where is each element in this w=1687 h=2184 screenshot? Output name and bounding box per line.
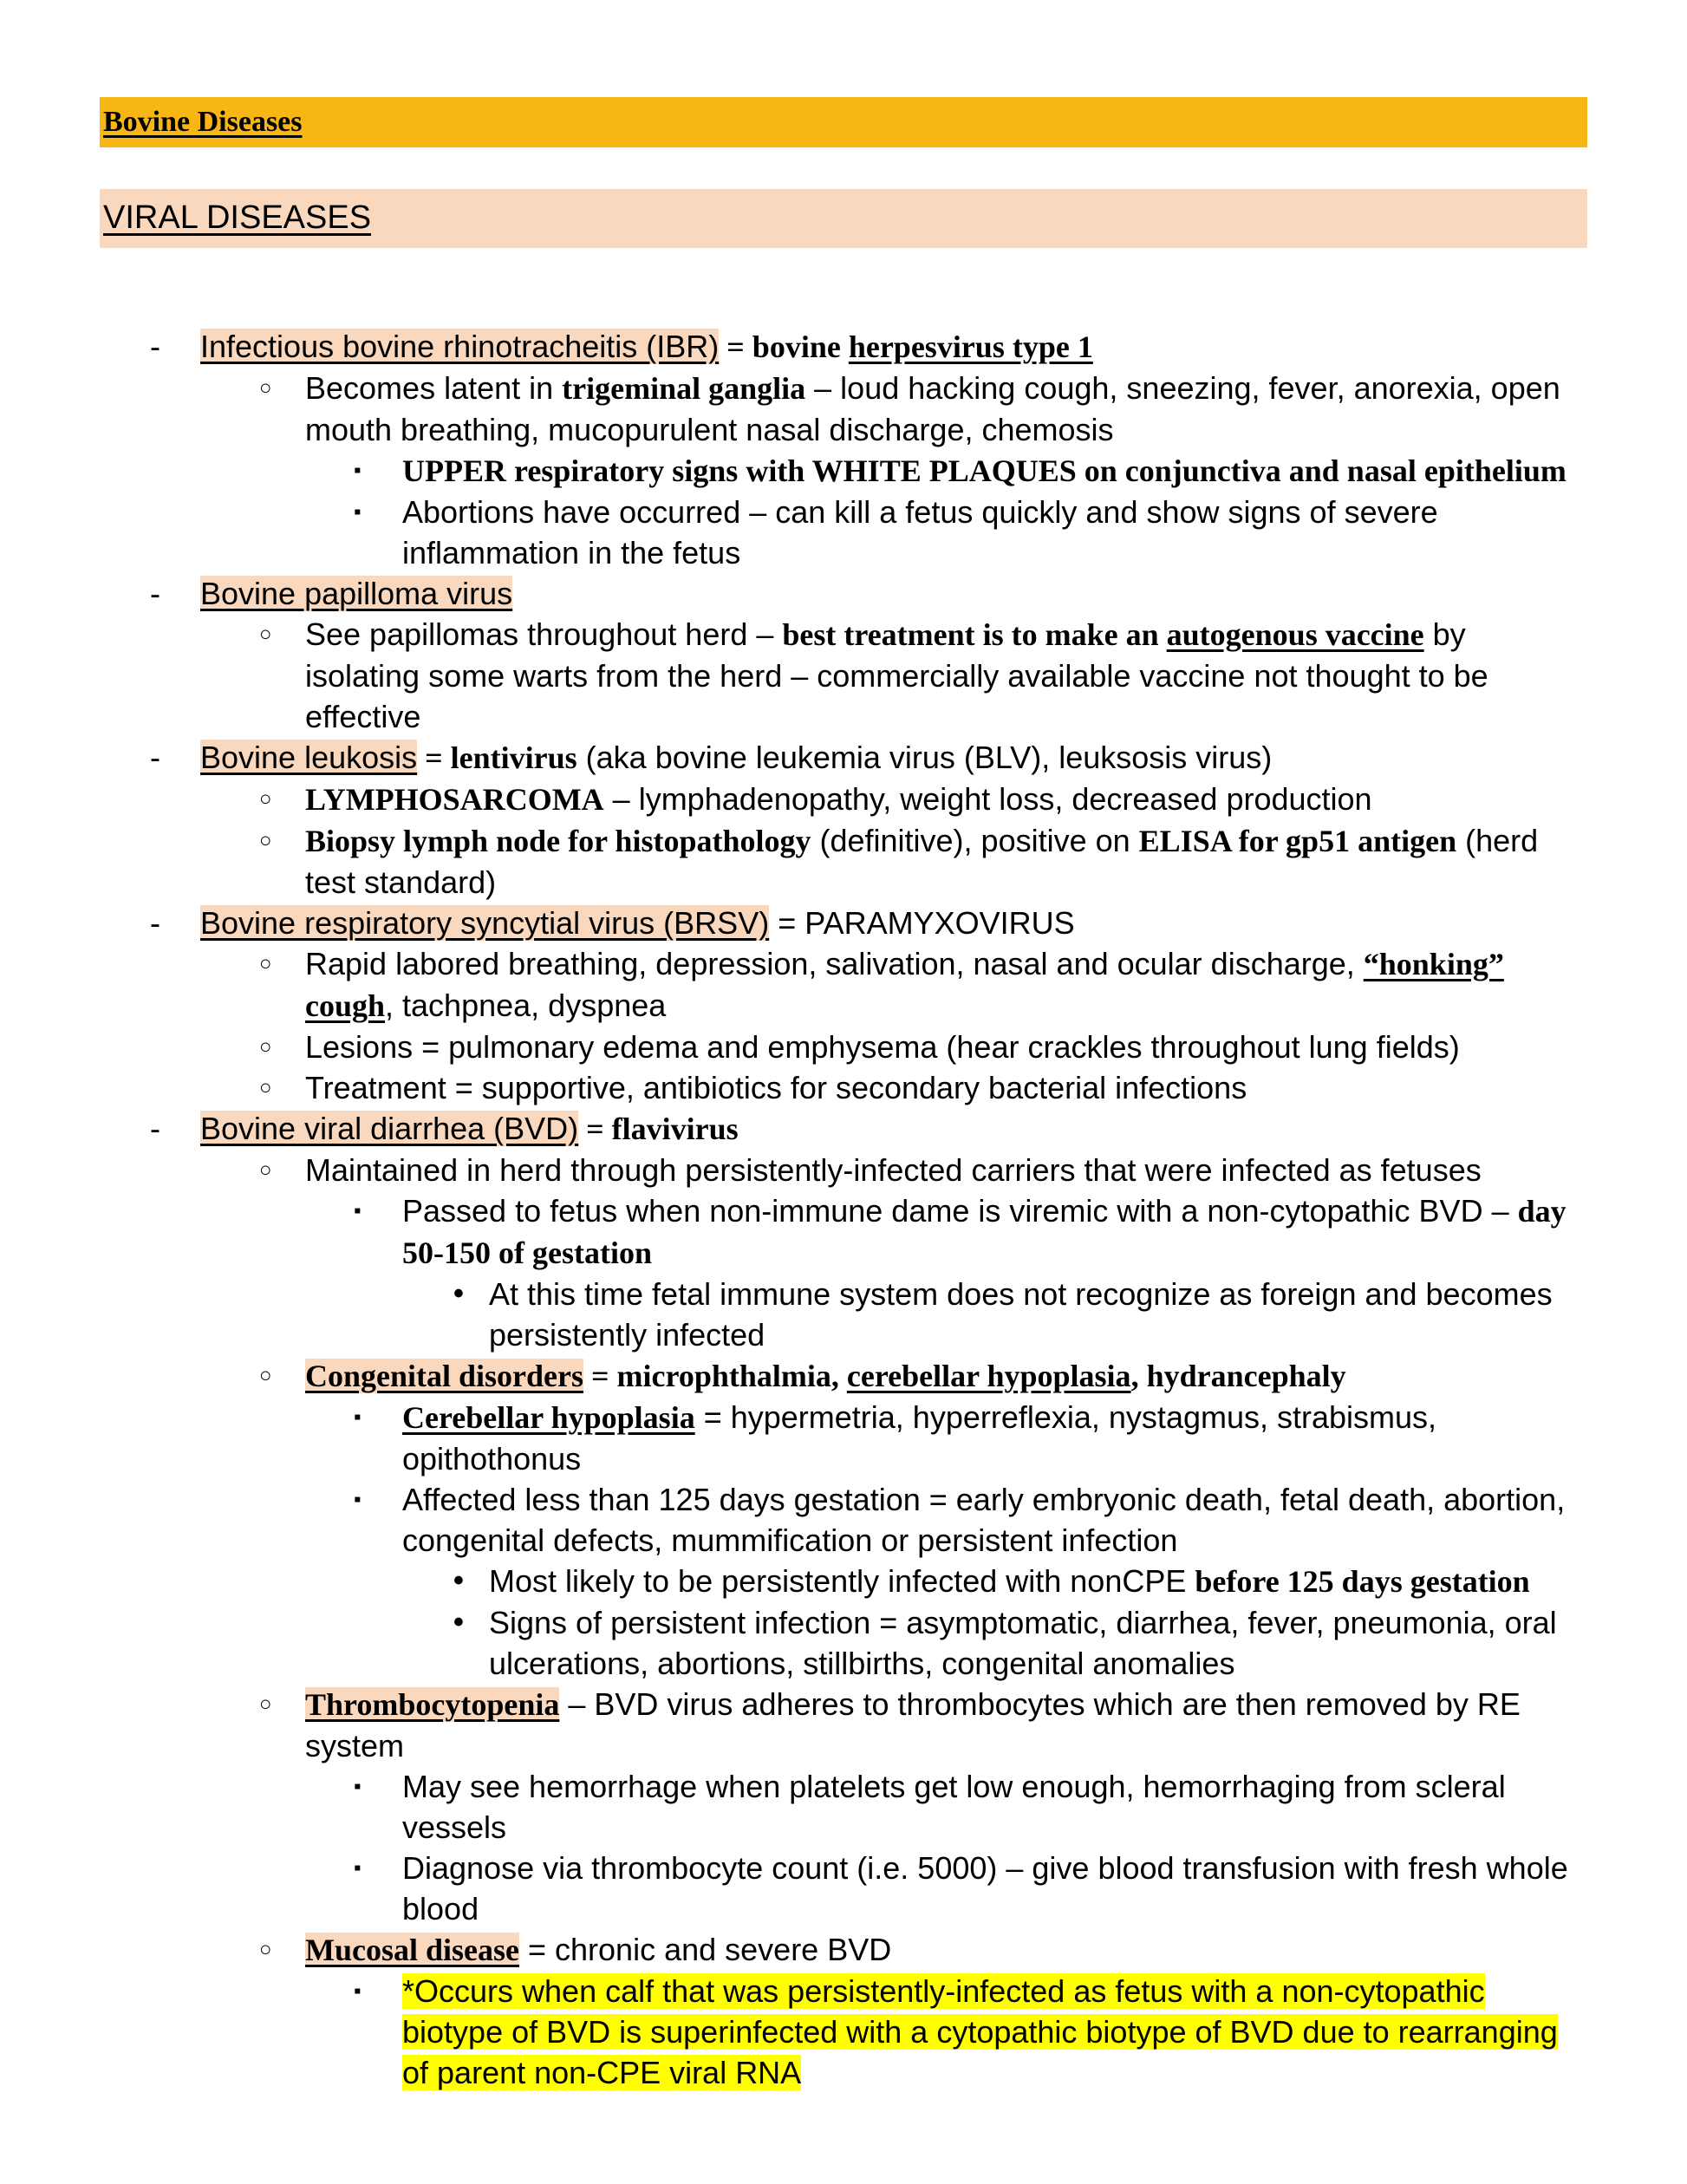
item-text bbox=[489, 1605, 1557, 1681]
text-run: = flavivirus bbox=[578, 1112, 739, 1146]
square-bullet-icon: ▪ bbox=[354, 459, 362, 482]
text-run: = hypermetria, hyperreflexia, nystagmus, strabismus, opithothonus bbox=[402, 1399, 1437, 1477]
list-item bbox=[100, 368, 1587, 450]
list-item bbox=[100, 1684, 1587, 1766]
list-item bbox=[100, 737, 1587, 779]
item-text bbox=[305, 1152, 1482, 1188]
text-run: trigeminal ganglia bbox=[562, 371, 806, 406]
list-item bbox=[100, 820, 1587, 903]
item-text bbox=[305, 1029, 1460, 1065]
item-text bbox=[305, 823, 1538, 900]
text-run: Bovine papilloma virus bbox=[200, 576, 513, 611]
text-run: = PARAMYXOVIRUS bbox=[769, 905, 1075, 941]
item-text bbox=[402, 1482, 1565, 1558]
text-run: Lesions = pulmonary edema and emphysema (hear crackles throughout lung fields) bbox=[305, 1029, 1460, 1065]
item-text bbox=[305, 1686, 1521, 1763]
item-text bbox=[402, 1850, 1568, 1926]
text-run: – BVD virus adheres to thrombocytes which are then removed by RE system bbox=[305, 1686, 1521, 1763]
square-bullet-icon: ▪ bbox=[354, 1405, 362, 1429]
item-text bbox=[200, 1111, 739, 1146]
square-bullet-icon: ▪ bbox=[354, 1979, 362, 2003]
text-run: “honking” cough bbox=[305, 947, 1504, 1023]
text-run: Bovine leukosis bbox=[200, 740, 418, 775]
text-run: UPPER respiratory signs with WHITE PLAQUES on conjunctiva and nasal epithelium bbox=[402, 453, 1566, 488]
text-run: Becomes latent in bbox=[305, 370, 563, 406]
text-run: Rapid labored breathing, depression, salivation, nasal and ocular discharge, bbox=[305, 946, 1364, 981]
item-text bbox=[305, 1358, 1346, 1393]
text-run: Mucosal disease bbox=[305, 1933, 519, 1967]
text-run: Congenital disorders bbox=[305, 1359, 584, 1393]
text-run: May see hemorrhage when platelets get low enough, hemorrhaging from scleral vessels bbox=[402, 1769, 1506, 1845]
item-text bbox=[200, 740, 1272, 775]
list-item bbox=[100, 779, 1587, 820]
text-run: herpesvirus type 1 bbox=[848, 329, 1093, 364]
text-run: best treatment is to make an bbox=[782, 617, 1167, 652]
text-run: Biopsy lymph node for histopathology bbox=[305, 824, 811, 858]
text-run: – loud hacking cough, sneezing, fever, anorexia, open mouth breathing, mucopurulent nasal discharge, chemosis bbox=[305, 370, 1560, 447]
item-text bbox=[402, 1193, 1566, 1270]
circle-bullet-icon: ○ bbox=[259, 1938, 272, 1961]
text-run: Bovine respiratory syncytial virus (BRSV) bbox=[200, 905, 770, 941]
item-text bbox=[402, 1769, 1506, 1845]
text-run: ELISA for gp51 antigen bbox=[1138, 824, 1457, 858]
item-text bbox=[402, 1973, 1558, 2090]
item-text bbox=[305, 946, 1504, 1023]
list-item bbox=[100, 614, 1587, 737]
square-bullet-icon: ▪ bbox=[354, 1199, 362, 1222]
list-item bbox=[100, 1766, 1587, 1848]
text-run: See papillomas throughout herd – bbox=[305, 616, 783, 652]
square-bullet-icon: ▪ bbox=[354, 500, 362, 524]
item-text bbox=[200, 329, 1093, 364]
section-highlight-bar bbox=[100, 189, 1587, 248]
text-run: (aka bovine leukemia virus (BLV), leuksosis virus) bbox=[576, 740, 1273, 775]
item-text bbox=[402, 453, 1566, 488]
text-run: Most likely to be persistently infected with nonCPE bbox=[489, 1563, 1195, 1599]
item-text bbox=[200, 905, 1075, 941]
item-text bbox=[305, 781, 1372, 817]
text-run: Infectious bovine rhinotracheitis (IBR) bbox=[200, 329, 720, 364]
item-text bbox=[200, 576, 512, 611]
dot-bullet-icon: • bbox=[453, 1277, 464, 1310]
list-item bbox=[100, 1561, 1587, 1602]
title-highlight-bar bbox=[100, 97, 1587, 147]
list-item bbox=[100, 1602, 1587, 1684]
dash-bullet-icon: - bbox=[150, 1111, 160, 1146]
item-text bbox=[489, 1276, 1553, 1353]
list-item bbox=[100, 1067, 1587, 1108]
list-item bbox=[100, 1929, 1587, 1971]
text-run: autogenous vaccine bbox=[1166, 617, 1424, 652]
circle-bullet-icon: ○ bbox=[259, 1364, 272, 1387]
text-run: cerebellar hypoplasia bbox=[846, 1359, 1131, 1393]
text-run: Maintained in herd through persistently-infected carriers that were infected as fetuses bbox=[305, 1152, 1482, 1188]
text-run: = lentivirus bbox=[417, 740, 577, 775]
circle-bullet-icon: ○ bbox=[259, 376, 272, 400]
circle-bullet-icon: ○ bbox=[259, 952, 272, 975]
item-text bbox=[305, 616, 1488, 734]
circle-bullet-icon: ○ bbox=[259, 1158, 272, 1182]
list-item bbox=[100, 1027, 1587, 1067]
square-bullet-icon: ▪ bbox=[354, 1856, 362, 1880]
text-run: = chronic and severe BVD bbox=[519, 1932, 892, 1967]
dot-bullet-icon: • bbox=[453, 1606, 464, 1639]
circle-bullet-icon: ○ bbox=[259, 1076, 272, 1099]
circle-bullet-icon: ○ bbox=[259, 623, 272, 646]
text-run: Affected less than 125 days gestation = early embryonic death, fetal death, abortion, congenital defects, mummification or persistent infection bbox=[402, 1482, 1566, 1558]
item-text bbox=[305, 1932, 891, 1967]
list-item bbox=[100, 1397, 1587, 1479]
text-run: by isolating some warts from the herd – commercially available vaccine not thought to be effective bbox=[305, 616, 1488, 734]
text-run: Signs of persistent infection = asymptomatic, diarrhea, fever, pneumonia, oral ulcerations, abortions, stillbirths, congenital anomalies bbox=[489, 1605, 1557, 1681]
circle-bullet-icon: ○ bbox=[259, 787, 272, 811]
dash-bullet-icon: - bbox=[150, 576, 160, 611]
dot-bullet-icon: • bbox=[453, 1564, 464, 1597]
square-bullet-icon: ▪ bbox=[354, 1488, 362, 1511]
text-run: LYMPHOSARCOMA bbox=[305, 782, 604, 817]
list-item bbox=[100, 1355, 1587, 1397]
text-run: Bovine viral diarrhea (BVD) bbox=[200, 1111, 579, 1146]
list-item bbox=[100, 1190, 1587, 1274]
text-run: Passed to fetus when non-immune dame is viremic with a non-cytopathic BVD – bbox=[402, 1193, 1518, 1229]
text-run: Thrombocytopenia bbox=[305, 1687, 560, 1722]
text-run: before 125 days gestation bbox=[1195, 1564, 1530, 1599]
outline bbox=[100, 326, 1587, 2093]
dash-bullet-icon: - bbox=[150, 740, 160, 775]
text-run: At this time fetal immune system does not recognize as foreign and becomes persistently infected bbox=[489, 1276, 1553, 1353]
text-run: day 50-150 of gestation bbox=[402, 1194, 1566, 1270]
text-run: = microphthalmia, bbox=[583, 1359, 847, 1393]
item-text bbox=[305, 1070, 1247, 1105]
list-item bbox=[100, 1150, 1587, 1190]
list-item bbox=[100, 943, 1587, 1027]
text-run: , tachpnea, dyspnea bbox=[385, 988, 667, 1023]
square-bullet-icon: ▪ bbox=[354, 1775, 362, 1798]
text-run: = bovine bbox=[719, 329, 849, 364]
item-text bbox=[489, 1563, 1530, 1599]
list-item bbox=[100, 1274, 1587, 1355]
circle-bullet-icon: ○ bbox=[259, 1035, 272, 1059]
text-run: Cerebellar hypoplasia bbox=[402, 1400, 695, 1435]
text-run: – lymphadenopathy, weight loss, decreased production bbox=[603, 781, 1372, 817]
text-run: (herd test standard) bbox=[305, 823, 1539, 900]
text-run: Diagnose via thrombocyte count (i.e. 5000) – give blood transfusion with fresh whole blood bbox=[402, 1850, 1568, 1926]
list-item bbox=[100, 1479, 1587, 1561]
circle-bullet-icon: ○ bbox=[259, 829, 272, 852]
list-item bbox=[100, 903, 1587, 943]
text-run: , hydrancephaly bbox=[1130, 1359, 1346, 1393]
item-text bbox=[402, 1399, 1436, 1477]
list-item bbox=[100, 326, 1587, 368]
list-item bbox=[100, 1971, 1587, 2093]
list-item bbox=[100, 1848, 1587, 1929]
list-item bbox=[100, 573, 1587, 614]
text-run: Treatment = supportive, antibiotics for secondary bacterial infections bbox=[305, 1070, 1247, 1105]
circle-bullet-icon: ○ bbox=[259, 1692, 272, 1716]
item-text bbox=[402, 494, 1438, 570]
text-run: *Occurs when calf that was persistently-infected as fetus with a non-cytopathic biotype of BVD is superinfected with a cytopathic biotype of BVD due to rearranging of parent non-CPE viral RNA bbox=[402, 1973, 1558, 2090]
list-item bbox=[100, 1108, 1587, 1150]
item-text bbox=[305, 370, 1560, 447]
list-item bbox=[100, 492, 1587, 573]
page-title: Bovine Diseases bbox=[103, 106, 303, 138]
section-header: VIRAL DISEASES bbox=[103, 199, 372, 236]
dash-bullet-icon: - bbox=[150, 329, 160, 364]
dash-bullet-icon: - bbox=[150, 905, 160, 941]
list-item bbox=[100, 450, 1587, 492]
text-run: Abortions have occurred – can kill a fetus quickly and show signs of severe inflammation in the fetus bbox=[402, 494, 1438, 570]
text-run: (definitive), positive on bbox=[811, 823, 1139, 858]
